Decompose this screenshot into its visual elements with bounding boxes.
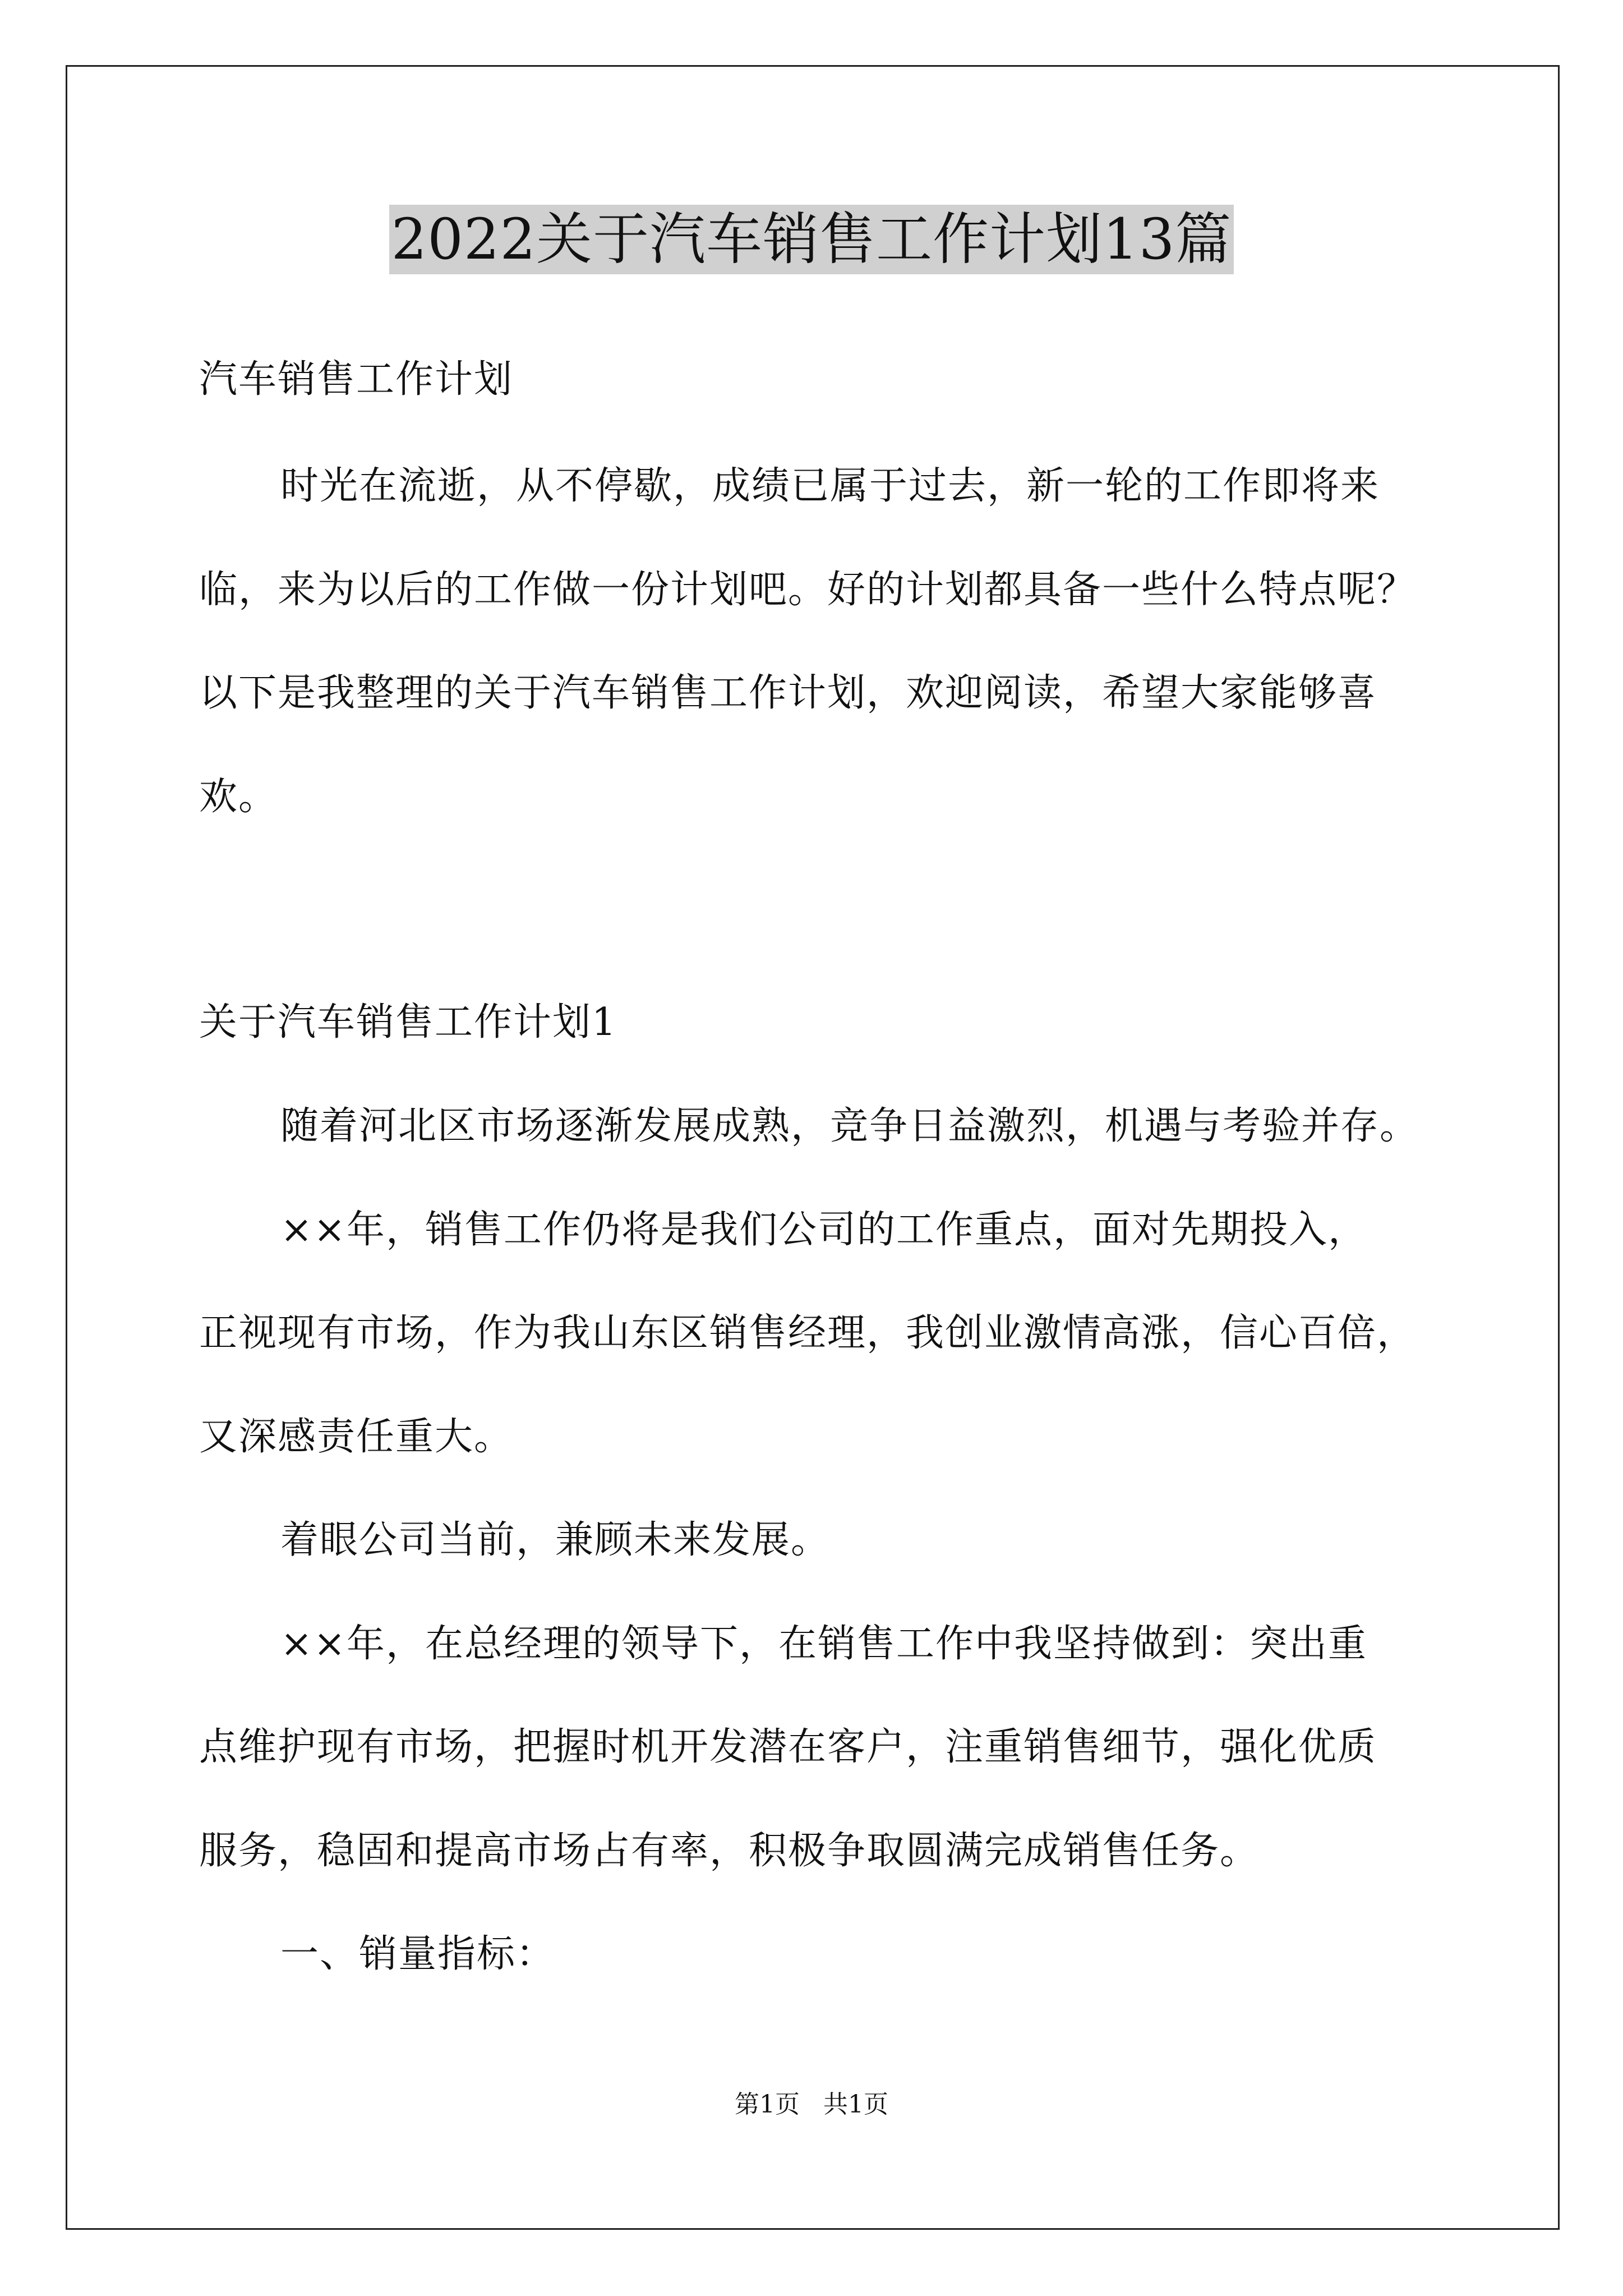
subtitle: 汽车销售工作计划 (199, 357, 514, 402)
body-line: ××年，销售工作仍将是我们公司的工作重点，面对先期投入， (280, 1208, 1367, 1252)
body-line: 正视现有市场，作为我山东区销售经理，我创业激情高涨，信心百倍， (199, 1311, 1417, 1355)
body-line: 服务，稳固和提高市场占有率，积极争取圆满完成销售任务。 (199, 1829, 1260, 1873)
intro-line: 欢。 (199, 775, 278, 819)
body-line: 点维护现有市场，把握时机开发潜在客户，注重销售细节，强化优质 (199, 1725, 1377, 1769)
body-line: 随着河北区市场逐渐发展成熟，竞争日益激烈，机遇与考验并存。 (280, 1104, 1419, 1148)
document-title: 2022关于汽车销售工作计划13篇 (389, 205, 1234, 274)
body-line: 着眼公司当前，兼顾未来发展。 (280, 1518, 831, 1562)
body-line: ××年，在总经理的领导下，在销售工作中我坚持做到：突出重 (280, 1622, 1367, 1666)
section-heading: 关于汽车销售工作计划1 (199, 1000, 617, 1045)
body-line: 又深感责任重大。 (199, 1415, 514, 1459)
intro-line: 时光在流逝，从不停歇，成绩已属于过去，新一轮的工作即将来 (280, 464, 1380, 508)
intro-line: 以下是我整理的关于汽车销售工作计划，欢迎阅读，希望大家能够喜 (199, 671, 1377, 715)
title-container (0, 205, 1623, 274)
body-line: 一、销量指标： (280, 1932, 556, 1976)
intro-line: 临，来为以后的工作做一份计划吧。好的计划都具备一些什么特点呢？ (199, 568, 1417, 612)
page-footer: 第1页 共1页 (735, 2090, 888, 2119)
